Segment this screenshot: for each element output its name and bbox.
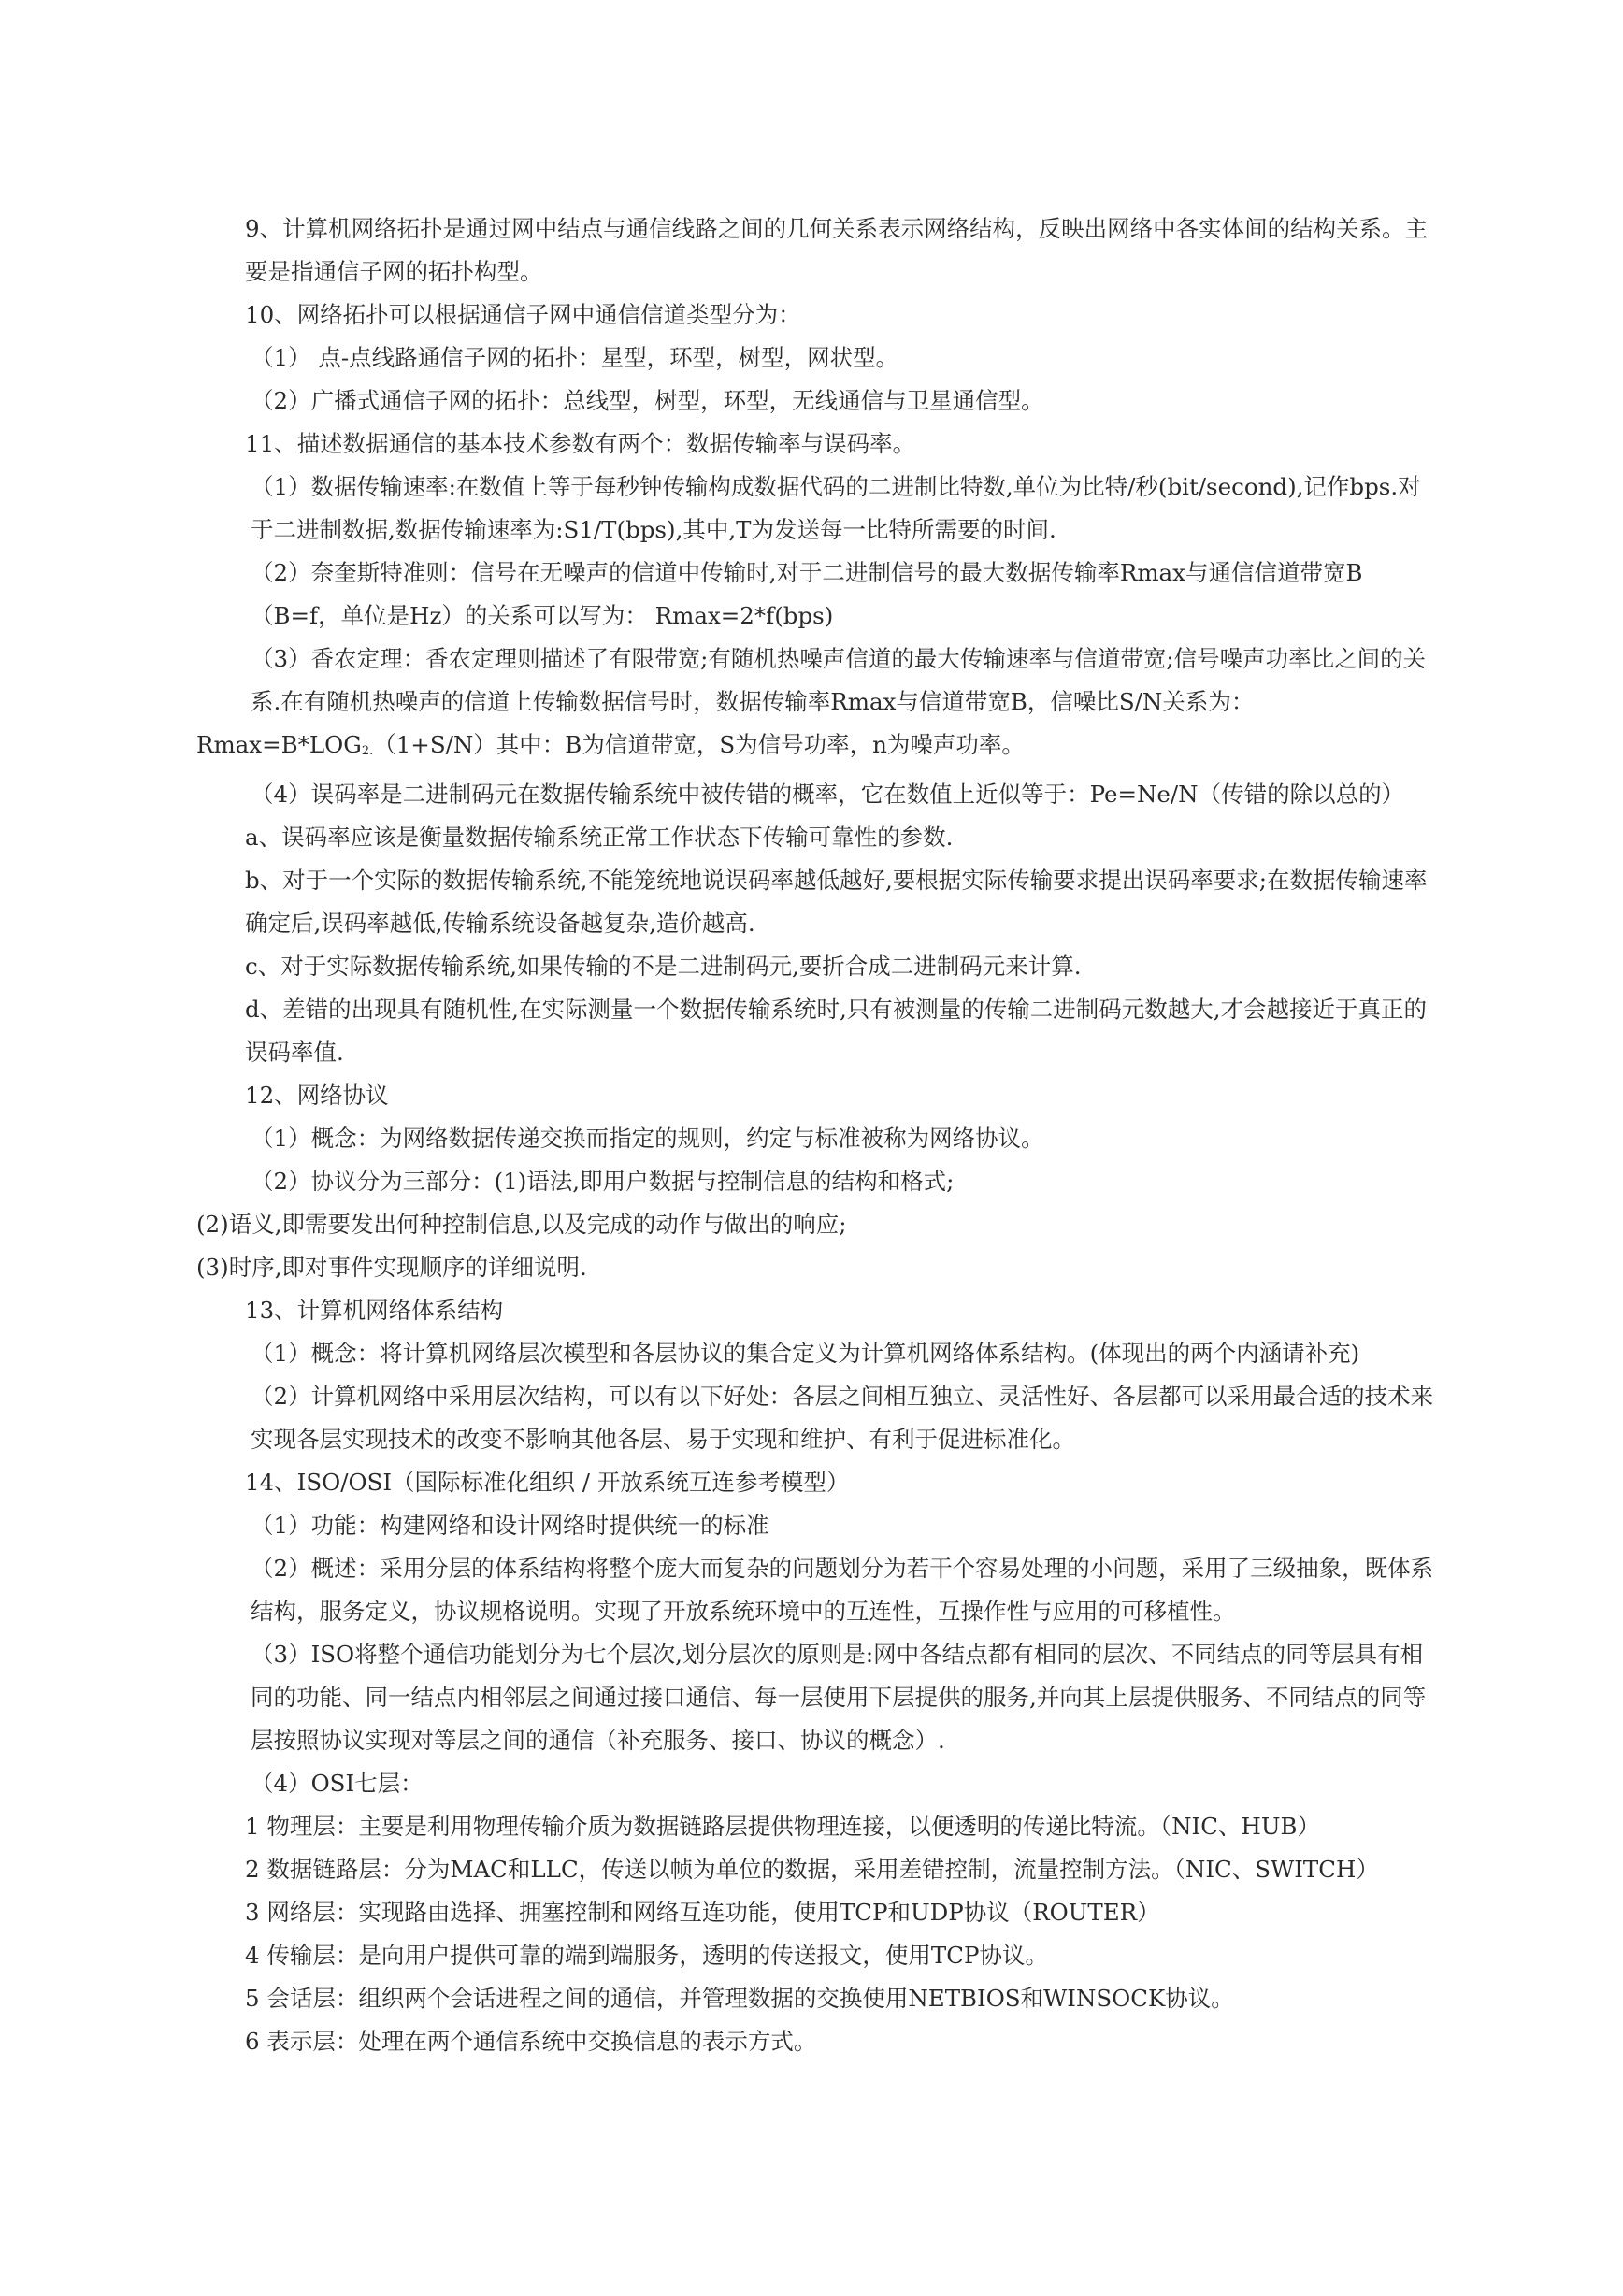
paragraph: 11、描述数据通信的基本技术参数有两个：数据传输率与误码率。 (245, 430, 916, 457)
paragraph: 10、网络拓扑可以根据通信子网中通信信道类型分为： (245, 301, 801, 328)
list-item: 4 传输层：是向用户提供可靠的端到端服务，透明的传送报文，使用TCP协议。 (245, 1942, 1048, 1969)
paragraph: c、对于实际数据传输系统,如果传输的不是二进制码元,要折合成二进制码元来计算. (245, 953, 1082, 980)
paragraph: （3）香农定理：香农定理则描述了有限带宽;有随机热噪声信道的最大传输速率与信道带宽;信号噪声功率比之间的关系.在有随机热噪声的信道上传输数据信号时，数据传输率Rmax与信道带宽B，信噪比S/N关系为： (251, 645, 1427, 715)
paragraph: （2）计算机网络中采用层次结构，可以有以下好处：各层之间相互独立、灵活性好、各层都可以采用最合适的技术来实现各层实现技术的改变不影响其他各层、易于实现和维护、有利于促进标准化。 (251, 1383, 1434, 1453)
section-heading: 12、网络协议 (245, 1082, 389, 1109)
list-item: 2 数据链路层：分为MAC和LLC，传送以帧为单位的数据，采用差错控制，流量控制方法。（NIC、SWITCH） (245, 1856, 1379, 1883)
paragraph: a、误码率应该是衡量数据传输系统正常工作状态下传输可靠性的参数. (245, 824, 954, 851)
paragraph: （1） 点-点线路通信子网的拓扑：星型，环型，树型，网状型。 (251, 344, 899, 371)
paragraph: （4）OSI七层： (251, 1770, 424, 1797)
list-item: 6 表示层：处理在两个通信系统中交换信息的表示方式。 (245, 2028, 817, 2055)
paragraph: b、对于一个实际的数据传输系统,不能笼统地说误码率越低越好,要根据实际传输要求提出误码率要求;在数据传输速率确定后,误码率越低,传输系统设备越复杂,造价越高. (245, 867, 1428, 937)
list-item: 1 物理层：主要是利用物理传输介质为数据链路层提供物理连接，以便透明的传递比特流。（NIC、HUB） (245, 1813, 1321, 1840)
shannon-formula (196, 724, 1440, 773)
section-heading: 14、ISO/OSI（国际标准化组织 / 开放系统互连参考模型） (245, 1469, 850, 1496)
paragraph: （2）广播式通信子网的拓扑：总线型，树型，环型，无线通信与卫星通信型。 (251, 387, 1044, 414)
paragraph: (3)时序,即对事件实现顺序的详细说明. (196, 1254, 587, 1281)
list-item: 5 会话层：组织两个会话进程之间的通信，并管理数据的交换使用NETBIOS和WINSOCK协议。 (245, 1985, 1234, 2012)
section-heading: 13、计算机网络体系结构 (245, 1297, 504, 1324)
paragraph: （1）数据传输速率:在数值上等于每秒钟传输构成数据代码的二进制比特数,单位为比特/秒(bit/second),记作bps.对于二进制数据,数据传输速率为:S1/T(bps),其中,T为发送每一比特所需要的时间. (251, 473, 1421, 543)
paragraph: （1）概念：将计算机网络层次模型和各层协议的集合定义为计算机网络体系结构。(体现出的两个内涵请补充) (251, 1340, 1360, 1367)
paragraph: d、差错的出现具有随机性,在实际测量一个数据传输系统时,只有被测量的传输二进制码元数越大,才会越接近于真正的误码率值. (245, 996, 1428, 1066)
paragraph: （1）概念：为网络数据传递交换而指定的规则，约定与标准被称为网络协议。 (251, 1125, 1044, 1152)
paragraph: （2）协议分为三部分：(1)语法,即用户数据与控制信息的结构和格式; (251, 1168, 955, 1195)
paragraph: （4）误码率是二进制码元在数据传输系统中被传错的概率，它在数值上近似等于：Pe=Ne/N（传错的除以总的） (251, 781, 1405, 808)
paragraph: 9、计算机网络拓扑是通过网中结点与通信线路之间的几何关系表示网络结构，反映出网络中各实体间的结构关系。主要是指通信子网的拓扑构型。 (245, 215, 1429, 285)
paragraph: (2)语义,即需要发出何种控制信息,以及完成的动作与做出的响应; (196, 1211, 847, 1238)
formula-pre: Rmax=B*LOG (196, 731, 362, 758)
formula-subscript: 2. (361, 744, 374, 758)
list-item: 3 网络层：实现路由选择、拥塞控制和网络互连功能，使用TCP和UDP协议（ROUTER） (245, 1899, 1160, 1926)
paragraph: （2）概述：采用分层的体系结构将整个庞大而复杂的问题划分为若干个容易处理的小问题，采用了三级抽象，既体系结构，服务定义，协议规格说明。实现了开放系统环境中的互连性，互操作性与应用的可移植性。 (251, 1555, 1434, 1625)
paragraph: （3）ISO将整个通信功能划分为七个层次,划分层次的原则是:网中各结点都有相同的层次、不同结点的同等层具有相同的功能、同一结点内相邻层之间通过接口通信、每一层使用下层提供的服务,并向其上层提供服务、不同结点的同等层按照协议实现对等层之间的通信（补充服务、接口、协议的概念）. (251, 1641, 1427, 1754)
document-body (196, 208, 1440, 2063)
formula-post: （1+S/N）其中：B为信道带宽，S为信号功率，n为噪声功率。 (373, 731, 1025, 758)
paragraph: （2）奈奎斯特准则：信号在无噪声的信道中传输时,对于二进制信号的最大数据传输率Rmax与通信信道带宽B（B=f，单位是Hz）的关系可以写为： Rmax=2*f(bps) (251, 559, 1363, 629)
paragraph: （1）功能：构建网络和设计网络时提供统一的标准 (251, 1512, 769, 1539)
